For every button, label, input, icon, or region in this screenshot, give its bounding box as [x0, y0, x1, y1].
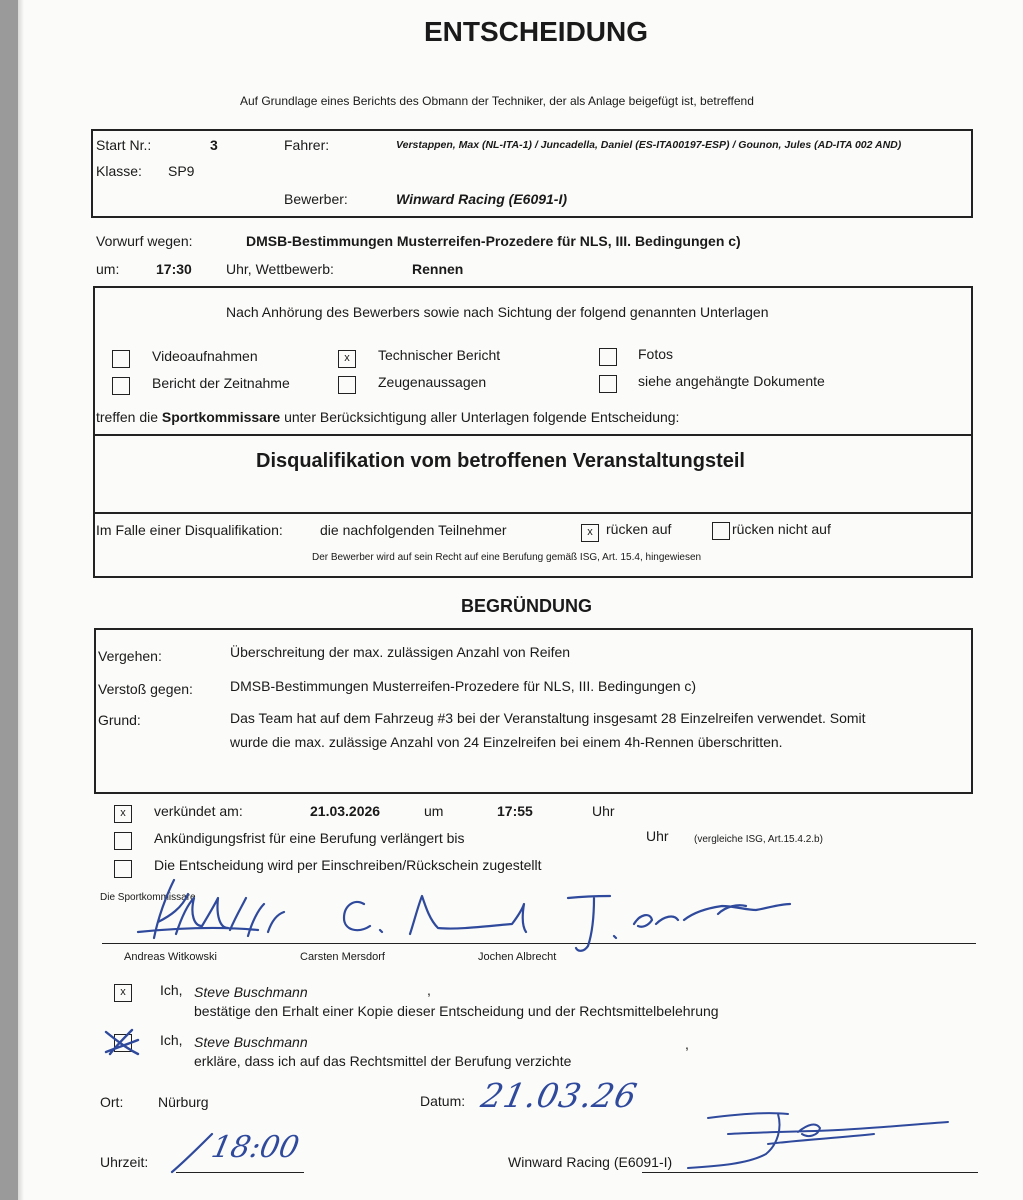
option-timing-report-label: Bericht der Zeitnahme	[152, 375, 290, 391]
evidence-intro: Nach Anhörung des Bewerbers sowie nach Sichtung der folgend genannten Unterlagen	[226, 304, 769, 320]
waiver-text: erkläre, dass ich auf das Rechtsmittel der Berufung verzichte	[194, 1053, 572, 1069]
competition-value: Rennen	[412, 261, 464, 277]
start-number-label: Start Nr.:	[96, 137, 152, 153]
time-of-signing-label: Uhrzeit:	[100, 1154, 149, 1170]
steward-name-1: Andreas Witkowski	[124, 951, 217, 963]
charge-value: DMSB-Bestimmungen Musterreifen-Prozedere für NLS, III. Bedingungen c)	[246, 233, 741, 249]
checkbox-attached-documents[interactable]	[599, 375, 617, 393]
checkbox-technical-report[interactable]: x	[338, 350, 356, 368]
time-value: 17:30	[156, 261, 192, 277]
class-value: SP9	[168, 163, 195, 179]
document-subtitle: Auf Grundlage eines Berichts des Obmann der Techniker, der als Anlage beigefügt ist, betreffend	[240, 94, 754, 108]
time-label: um:	[96, 261, 120, 277]
decision-text: Disqualifikation vom betroffenen Veranstaltungsteil	[256, 450, 745, 472]
stewards-label: Die Sportkommissare	[100, 892, 196, 903]
start-number-value: 3	[210, 137, 218, 153]
charge-label: Vorwurf wegen:	[96, 233, 193, 249]
reasoning-heading: BEGRÜNDUNG	[461, 596, 593, 616]
appeal-note: Der Bewerber wird auf sein Recht auf eine Berufung gemäß ISG, Art. 15.4, hingewiesen	[312, 552, 702, 563]
violation-value: DMSB-Bestimmungen Musterreifen-Prozedere für NLS, III. Bedingungen c)	[230, 678, 697, 694]
steward-name-3: Jochen Albrecht	[478, 951, 557, 963]
receipt-name: Steve Buschmann	[194, 984, 308, 1000]
date-handwritten: 21.03.26	[477, 1076, 642, 1115]
entrant-signature-label: Winward Racing (E6091-I)	[508, 1154, 673, 1170]
option-video-label: Videoaufnahmen	[152, 348, 258, 364]
offence-value: Überschreitung der max. zulässigen Anzahl von Reifen	[230, 644, 571, 660]
waiver-cross-mark	[102, 1026, 142, 1058]
competition-label: Uhr, Wettbewerb:	[226, 261, 334, 277]
followers-label: die nachfolgenden Teilnehmer	[320, 522, 507, 538]
option-photos-label: Fotos	[638, 346, 674, 362]
entrant-value: Winward Racing (E6091-I)	[396, 191, 568, 207]
option-technical-report-label: Technischer Bericht	[378, 347, 501, 363]
reason-line-2: wurde die max. zulässige Anzahl von 24 Einzelreifen bei einem 4h-Rennen überschritten.	[230, 734, 783, 750]
entrant-label: Bewerber:	[284, 191, 348, 207]
extension-label: Ankündigungsfrist für eine Berufung verlängert bis	[154, 830, 465, 846]
violation-label: Verstoß gegen:	[98, 681, 193, 697]
option-attached-documents-label: siehe angehängte Dokumente	[638, 373, 825, 389]
receipt-text: bestätige den Erhalt einer Kopie dieser Entscheidung und der Rechtsmittelbelehrung	[194, 1003, 719, 1019]
stewards-signatures	[118, 876, 798, 956]
checkbox-announced[interactable]: x	[114, 805, 132, 823]
checkbox-timing-report[interactable]	[112, 377, 130, 395]
dq-label: Im Falle einer Disqualifikation:	[96, 522, 283, 538]
checkbox-receipt[interactable]: x	[114, 984, 132, 1002]
time-stroke	[168, 1130, 228, 1176]
checkbox-no-move-up[interactable]	[712, 522, 730, 540]
place-value: Nürburg	[158, 1094, 209, 1110]
receipt-comma: ,	[427, 982, 431, 998]
driver-label: Fahrer:	[284, 137, 330, 153]
waiver-name: Steve Buschmann	[194, 1034, 308, 1050]
evidence-closing: treffen die Sportkommissare unter Berücksichtigung aller Unterlagen folgende Entscheidung:	[96, 409, 680, 425]
extension-clock-label: Uhr	[646, 828, 669, 844]
no-move-up-label: rücken nicht auf	[732, 521, 831, 537]
announced-clock-label: Uhr	[592, 803, 615, 819]
steward-name-2: Carsten Mersdorf	[300, 951, 385, 963]
waiver-comma: ,	[685, 1036, 689, 1052]
date-label: Datum:	[420, 1093, 466, 1109]
document-title: ENTSCHEIDUNG	[424, 16, 649, 47]
registered-mail-label: Die Entscheidung wird per Einschreiben/Rückschein zugestellt	[154, 857, 542, 873]
checkbox-video[interactable]	[112, 350, 130, 368]
reason-line-1: Das Team hat auf dem Fahrzeug #3 bei der Veranstaltung insgesamt 28 Einzelreifen verwendet. Somit	[230, 710, 866, 726]
extension-note: (vergleiche ISG, Art.15.4.2.b)	[694, 834, 823, 845]
offence-label: Vergehen:	[98, 648, 162, 664]
place-label: Ort:	[100, 1094, 124, 1110]
option-witnesses-label: Zeugenaussagen	[378, 374, 487, 390]
reason-label: Grund:	[98, 712, 141, 728]
checkbox-extension[interactable]	[114, 832, 132, 850]
decision-document	[18, 0, 1023, 1200]
waiver-ich: Ich,	[160, 1032, 183, 1048]
driver-value: Verstappen, Max (NL-ITA-1) / Juncadella, Daniel (ES-ITA00197-ESP) / Gounon, Jules (AD-ITA 002 AND)	[396, 139, 902, 151]
move-up-label: rücken auf	[606, 521, 672, 537]
checkbox-move-up[interactable]: x	[581, 524, 599, 542]
announced-label: verkündet am:	[154, 803, 243, 819]
divider	[93, 434, 973, 436]
class-label: Klasse:	[96, 163, 142, 179]
announced-time: 17:55	[497, 803, 533, 819]
announced-at-label: um	[424, 803, 444, 819]
time-handwritten: 18:00	[208, 1130, 303, 1165]
announced-date: 21.03.2026	[310, 803, 381, 819]
receipt-ich: Ich,	[160, 982, 183, 998]
checkbox-photos[interactable]	[599, 348, 617, 366]
divider	[93, 512, 973, 514]
entrant-signature	[648, 1104, 978, 1174]
checkbox-witnesses[interactable]	[338, 376, 356, 394]
